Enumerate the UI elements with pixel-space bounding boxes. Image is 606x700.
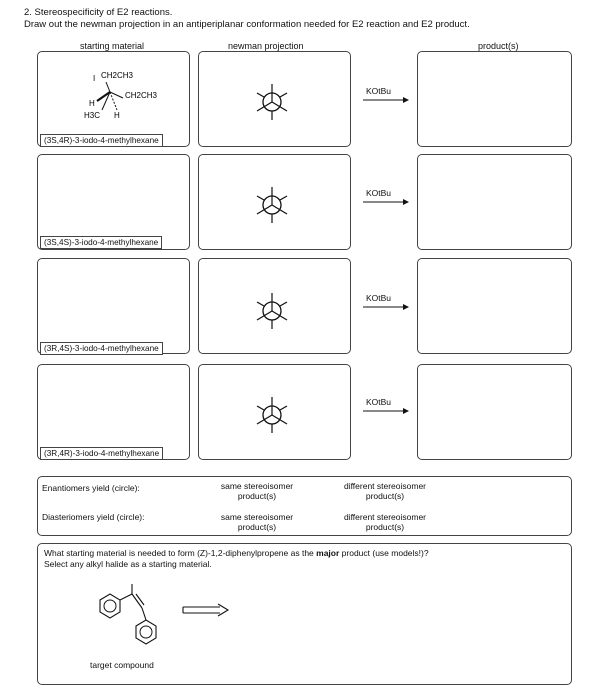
diastereomers-different-option[interactable]	[330, 512, 440, 532]
reagent-4: KOtBu	[366, 397, 392, 407]
product-box-3[interactable]	[417, 258, 572, 354]
target-structure	[88, 584, 168, 654]
newman-projection-1	[250, 80, 294, 124]
diastereomers-same-option[interactable]	[212, 512, 302, 532]
question-text	[44, 548, 429, 570]
option-line: product(s)	[365, 491, 405, 501]
diastereomers-label: Diasteriomers yield (circle):	[42, 512, 145, 522]
enantiomers-same-option[interactable]	[212, 481, 302, 501]
compound-name-1: (3S,4R)-3-iodo-4-methylhexane	[40, 134, 163, 147]
front-bond-right	[272, 102, 287, 111]
aromatic-circle	[140, 626, 152, 638]
bond	[120, 594, 132, 600]
compound-name-4: (3R,4R)-3-iodo-4-methylhexane	[40, 447, 163, 460]
aromatic-circle	[104, 600, 116, 612]
newman-projection-2	[250, 183, 294, 227]
newman-projection-4	[250, 393, 294, 437]
question-line-2: Select any alkyl halide as a starting material.	[44, 559, 212, 569]
option-line: same stereoisomer	[220, 512, 294, 522]
option-line: different stereoisomer	[343, 512, 427, 522]
back-bond	[257, 93, 264, 97]
reagent-2: KOtBu	[366, 188, 392, 198]
reaction-arrow-2	[363, 197, 409, 207]
bond	[142, 608, 146, 620]
question-line-1	[44, 548, 429, 559]
question-prefix: What starting material is needed to form (Z)-1,2-diphenylpropene as the	[44, 548, 317, 558]
reaction-arrow-1	[363, 95, 409, 105]
product-box-1[interactable]	[417, 51, 572, 147]
instruction-text: Draw out the newman projection in an antiperiplanar conformation needed for E2 reaction and E2 product.	[24, 19, 470, 30]
methyl-label: H3C	[84, 111, 101, 120]
column-header-product: product(s)	[478, 41, 519, 51]
retrosynthesis-arrow-icon	[182, 603, 230, 617]
target-compound-label: target compound	[90, 660, 154, 670]
option-line: product(s)	[237, 522, 277, 532]
column-header-starting: starting material	[80, 41, 145, 51]
enantiomers-different-option[interactable]	[330, 481, 440, 501]
reagent-3: KOtBu	[366, 293, 392, 303]
question-title	[24, 7, 470, 31]
question-number-title: 2. Stereospecificity of E2 reactions.	[24, 7, 173, 18]
iodine-label: I	[93, 74, 96, 83]
ethyl-right-label: CH2CH3	[125, 91, 158, 100]
option-line: product(s)	[237, 491, 277, 501]
option-line: same stereoisomer	[220, 481, 294, 491]
double-bond-inner	[136, 594, 144, 605]
front-bond-left	[257, 102, 272, 111]
question-suffix: product (use models!)?	[339, 548, 429, 558]
newman-projection-3	[250, 289, 294, 333]
ethyl-top-label: CH2CH3	[101, 71, 134, 80]
product-box-4[interactable]	[417, 364, 572, 460]
starting-material-box-3[interactable]	[37, 258, 190, 354]
column-header-newman: newman projection	[228, 41, 304, 51]
compound-name-3: (3R,4S)-3-iodo-4-methylhexane	[40, 342, 163, 355]
option-line: different stereoisomer	[343, 481, 427, 491]
h-bottom-label: H	[114, 111, 120, 120]
starting-structure-3s4r	[78, 68, 188, 124]
bond	[106, 82, 110, 92]
product-box-2[interactable]	[417, 154, 572, 250]
reagent-1: KOtBu	[366, 86, 392, 96]
compound-name-2: (3S,4S)-3-iodo-4-methylhexane	[40, 236, 162, 249]
h-left-label: H	[89, 99, 95, 108]
phenyl-ring-1	[100, 594, 120, 618]
question-bold: major	[316, 548, 340, 558]
option-line: product(s)	[365, 522, 405, 532]
reaction-arrow-3	[363, 302, 409, 312]
back-bond	[280, 93, 287, 97]
enantiomers-label: Enantiomers yield (circle):	[42, 483, 140, 493]
starting-material-box-4[interactable]	[37, 364, 190, 460]
phenyl-ring-2	[136, 620, 156, 644]
reaction-arrow-4	[363, 406, 409, 416]
